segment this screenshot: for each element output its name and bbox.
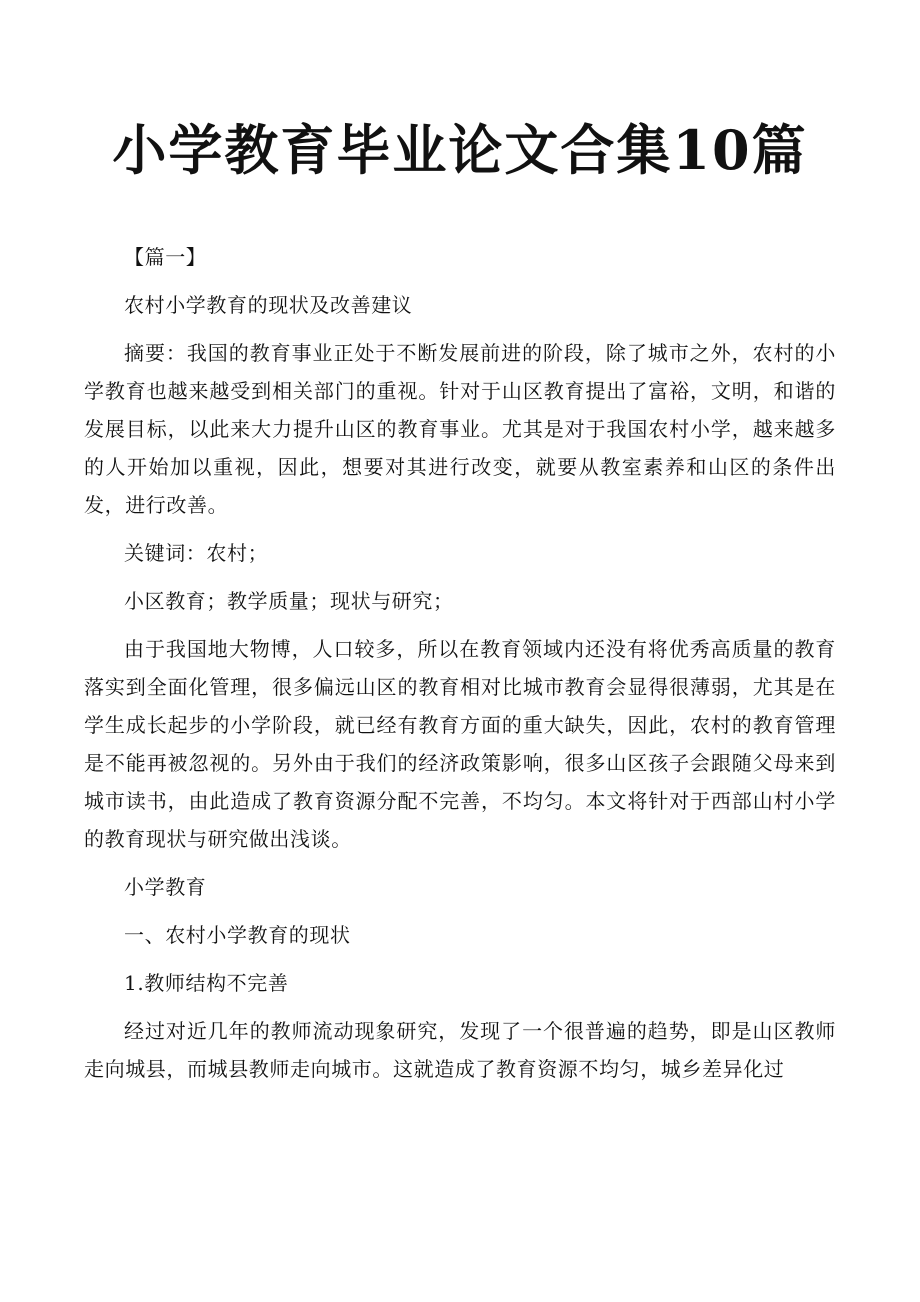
keywords-continued: 小区教育；教学质量；现状与研究； [124,589,454,613]
document-body [84,238,836,1098]
keywords-line: 关键词：农村； [124,541,269,565]
document-title: 小学教育毕业论文合集10篇 [112,118,808,182]
section-heading: 一、农村小学教育的现状 [124,923,351,947]
intro-paragraph: 由于我国地大物博，人口较多，所以在教育领域内还没有将优秀高质量的教育落实到全面化管理，很多偏远山区的教育相对比城市教育会显得很薄弱，尤其是在学生成长起步的小学阶段，就已经有教育方面的重大缺失，因此，农村的教育管理是不能再被忽视的。另外由于我们的经济政策影响，很多山区孩子会跟随父母来到城市读书，由此造成了教育资源分配不完善，不均匀。本文将针对于西部山村小学的教育现状与研究做出浅谈。 [84,637,836,851]
subsection-heading: 1.教师结构不完善 [124,971,289,995]
section-label: 【篇一】 [124,245,207,269]
article-title: 农村小学教育的现状及改善建议 [124,293,413,317]
abstract-paragraph: 摘要：我国的教育事业正处于不断发展前进的阶段，除了城市之外，农村的小学教育也越来越受到相关部门的重视。针对于山区教育提出了富裕，文明，和谐的发展目标，以此来大力提升山区的教育事业。尤其是对于我国农村小学，越来越多的人开始加以重视，因此，想要对其进行改变，就要从教室素养和山区的条件出发，进行改善。 [84,341,836,517]
subject-line: 小学教育 [124,875,207,899]
body-paragraph: 经过对近几年的教师流动现象研究，发现了一个很普遍的趋势，即是山区教师走向城县，而城县教师走向城市。这就造成了教育资源不均匀，城乡差异化过 [84,1019,836,1081]
